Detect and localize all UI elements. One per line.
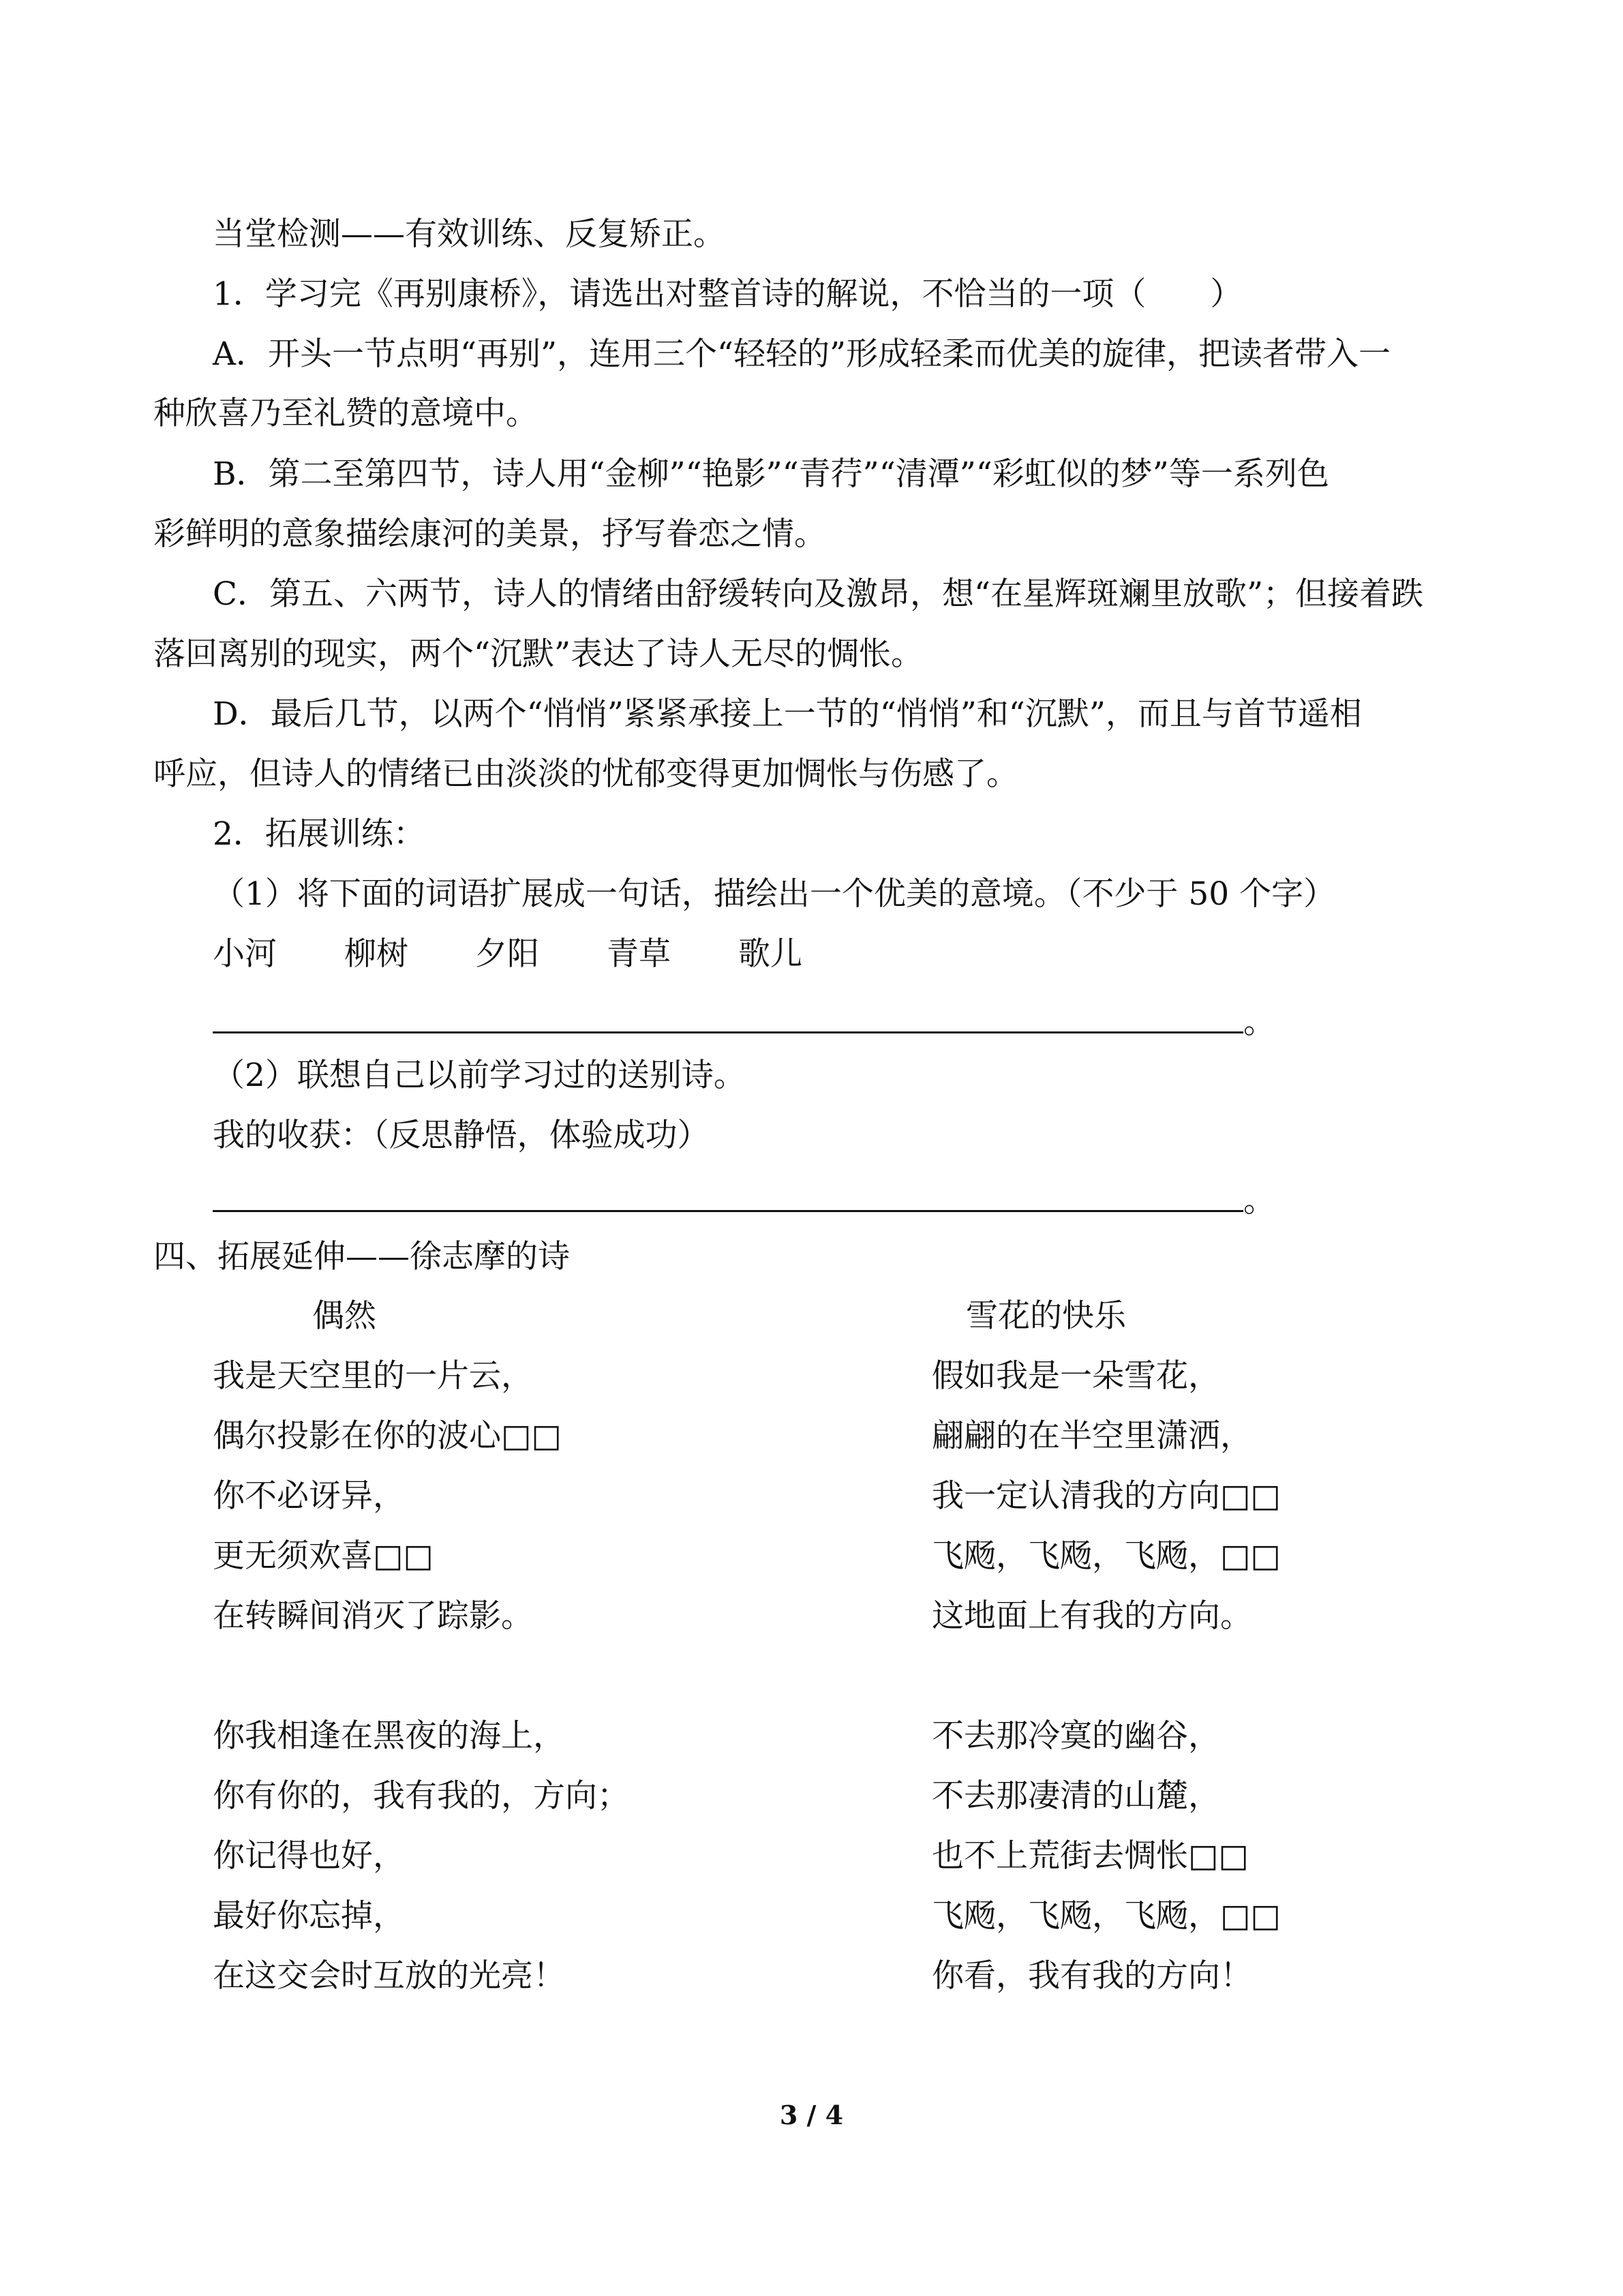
word-item: 小河 xyxy=(213,935,277,973)
option-c-line2: 落回离别的现实，两个“沉默”表达了诗人无尽的惆怅。 xyxy=(153,635,924,673)
poem-line: 我一定认清我的方向□□ xyxy=(932,1477,1281,1515)
option-c-line1: C．第五、六两节，诗人的情绪由舒缓转向及激昂，想“在星辉斑斓里放歌”；但接着跌 xyxy=(213,575,1424,613)
poem-line: 不去那冷寞的幽谷， xyxy=(932,1717,1220,1755)
option-d-line1: D．最后几节，以两个“悄悄”紧紧承接上一节的“悄悄”和“沉默”，而且与首节遥相 xyxy=(213,695,1362,733)
answer-end-mark: 。 xyxy=(1243,1182,1275,1220)
word-item: 夕阳 xyxy=(475,935,539,973)
option-b-line1: B．第二至第四节，诗人用“金柳”“艳影”“青荇”“清潭”“彩虹似的梦”等一系列色 xyxy=(213,455,1329,493)
answer-line-1[interactable] xyxy=(213,1031,1243,1033)
poem-line: 你不必讶异， xyxy=(213,1477,405,1515)
gain-label: 我的收获：（反思静悟，体验成功） xyxy=(213,1117,710,1154)
poem-line: 你记得也好， xyxy=(213,1837,405,1875)
poem-line: 也不上荒街去惆怅□□ xyxy=(932,1837,1249,1875)
poem-line: 你看，我有我的方向！ xyxy=(932,1957,1252,1995)
poem-line: 飞飏，飞飏，飞飏，□□ xyxy=(932,1897,1281,1935)
question-1-stem: 1．学习完《再别康桥》，请选出对整首诗的解说，不恰当的一项（ ） xyxy=(213,275,1243,313)
word-item: 歌儿 xyxy=(738,935,802,973)
word-item: 柳树 xyxy=(344,935,408,973)
poem-line: 最好你忘掉， xyxy=(213,1897,405,1935)
poem-line: 飞飏，飞飏，飞飏，□□ xyxy=(932,1537,1281,1575)
poem-right-title: 雪花的快乐 xyxy=(966,1297,1126,1335)
poem-line: 更无须欢喜□□ xyxy=(213,1537,434,1575)
poem-line: 我是天空里的一片云， xyxy=(213,1357,533,1395)
question-2-title: 2．拓展训练： xyxy=(213,815,425,853)
option-d-line2: 呼应，但诗人的情绪已由淡淡的忧郁变得更加惆怅与伤感了。 xyxy=(153,755,1018,793)
section-title: 当堂检测——有效训练、反复矫正。 xyxy=(213,215,725,253)
word-item: 青草 xyxy=(607,935,671,973)
question-2-sub2: （2）联想自己以前学习过的送别诗。 xyxy=(213,1057,746,1094)
page-number: 3 / 4 xyxy=(779,2100,844,2130)
option-b-line2: 彩鲜明的意象描绘康河的美景，抒写眷恋之情。 xyxy=(153,515,826,553)
answer-line-2[interactable] xyxy=(213,1210,1243,1212)
part-4-title: 四、拓展延伸——徐志摩的诗 xyxy=(153,1238,570,1275)
poem-line: 翩翩的在半空里潇洒， xyxy=(932,1417,1252,1455)
poem-line: 在转瞬间消灭了踪影。 xyxy=(213,1597,533,1635)
answer-end-mark: 。 xyxy=(1243,1003,1275,1041)
poem-left-title: 偶然 xyxy=(312,1297,376,1335)
poem-line: 你我相逢在黑夜的海上， xyxy=(213,1717,565,1755)
question-2-sub1: （1）将下面的词语扩展成一句话，描绘出一个优美的意境。（不少于 50 个字） xyxy=(213,875,1336,913)
poem-line: 这地面上有我的方向。 xyxy=(932,1597,1252,1635)
poem-line: 在这交会时互放的光亮！ xyxy=(213,1957,565,1995)
option-a-line1: A．开头一节点明“再别”，连用三个“轻轻的”形成轻柔而优美的旋律，把读者带入一 xyxy=(213,335,1391,373)
poem-line: 你有你的，我有我的，方向； xyxy=(213,1777,629,1815)
poem-line: 偶尔投影在你的波心□□ xyxy=(213,1417,562,1455)
poem-line: 假如我是一朵雪花， xyxy=(932,1357,1220,1395)
poem-line: 不去那凄清的山麓， xyxy=(932,1777,1220,1815)
option-a-line2: 种欣喜乃至礼赞的意境中。 xyxy=(153,395,538,432)
